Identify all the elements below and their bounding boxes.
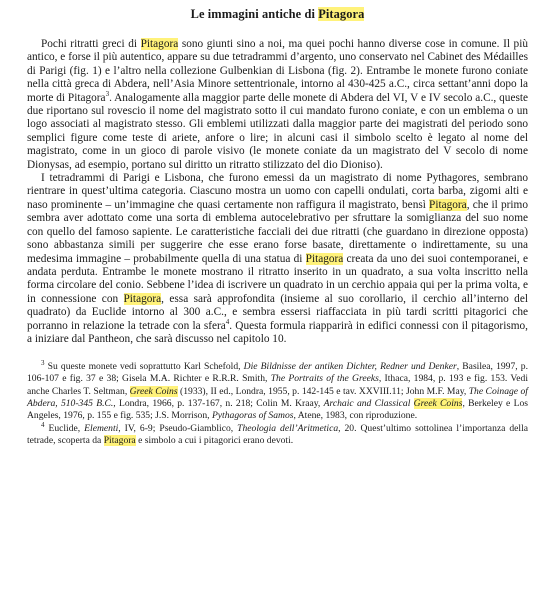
paragraph-1 <box>27 38 528 172</box>
footnote-marker: 4 <box>41 420 45 429</box>
footnote-3 <box>27 361 528 421</box>
text-run: . Questa formula riapparirà in edifici connessi con il pitagorismo, a iniziare dal Pantheon, che sarà discusso nel capitolo 10. <box>27 319 528 345</box>
paragraph-2 <box>27 172 528 346</box>
text-run: Pochi ritratti greci di <box>41 38 141 50</box>
text-run: , Londra, 1966, p. 137-167, n. 218; Colin M. Kraay, <box>113 397 324 409</box>
footnote-marker: 4 <box>225 317 230 326</box>
footnote-marker: 3 <box>41 359 45 368</box>
text-run: creata da uno dei suoi contemporanei, e andata perduta. Entrambe le monete mostrano il ritratto inserito in un quadrato, a sua volta inscritto nella forma circolare del conio. Sebbene l’idea di iscrivere un quadrato in un cerchio appaia qui per la prima volta, e in connessione con <box>27 252 528 305</box>
text-run: , IV, 6-9; Pseudo-Giamblico, <box>118 422 238 434</box>
body-text <box>27 38 528 346</box>
italic-title: Pythagoras of Samos <box>211 409 294 421</box>
italic-title: Elementi <box>84 422 119 434</box>
title-highlight: Pitagora <box>318 7 365 21</box>
text-run: , che il primo sembra aver adottato come una sorta di emblema autocelebrativo per sfruttare la somiglianza del suo nome con quello del famoso sapiente. Le caratteristiche facciali dei due ritratti (che guardano in direzione opposta) sono abbastanza simili per suggerire che esse erano forse basate, direttamente o indirettamente, su una medesima immagine – probabilmente quella di una statua di <box>27 198 528 265</box>
highlighted-term: Pitagora <box>429 198 467 211</box>
text-run: Euclide, <box>44 422 85 434</box>
italic-title: Archaic and Classical <box>323 397 414 409</box>
text-run: Su queste monete vedi soprattutto Karl Schefold, <box>44 361 244 373</box>
footnote-4 <box>27 420 529 447</box>
text-run: I tetradrammi di Parigi e Lisbona, che furono emessi da un magistrato di nome Pythagores, sembrano rientrare in quest’ultima categoria. Ciascuno mostra un uomo con capelli ondulati, corta barba, zigomi alti e naso prominente – un’immagine che quasi certamente non raffigura il magistrato, bensì <box>27 172 528 211</box>
highlighted-term: Pitagora <box>103 434 136 446</box>
italic-title: The Portraits of the Greeks <box>270 373 379 385</box>
italic-title: Theologia dell’Aritmetica <box>237 422 339 434</box>
footnote-marker: 3 <box>105 89 110 98</box>
italic-title: The Coinage of Abdera, 510-345 B.C. <box>27 385 528 409</box>
text-run: sono giunti sino a noi, ma quei pochi hanno diverse cose in comune. Il più antico, e forse il più autentico, appare su due tetradrammi d’argento, uno conservato nel Cabinet des Médailles di Parigi (fig. 1) e l’altro nella collezione Gulbenkian di Lisbona (fig. 2). Entrambe le monete furono coniate nella città greca di Abdera, nell’Asia Minore settentrionale, intorno al 430-425 a.C., circa settant’anni dopo la morte di Pitagora <box>27 38 528 104</box>
highlighted-term: Pitagora <box>305 252 344 265</box>
text-run: , essa sarà approfondita (insieme al suo corollario, il cerchio all’interno del quadrato) da Euclide intorno al 300 a.C., e sembra essersi riaffacciata in più tardi scritti pitagorici che porranno in relazione la tetrade con la sfera <box>27 292 528 332</box>
text-run: , Ithaca, 1984, p. 193 e fig. 153. Vedi anche Charles T. Seltman, <box>27 373 528 397</box>
text-run: , Basilea, 1997, p. 106-107 e fig. 37 e 38; Gisela M.A. Richter e R.R.R. Smith, <box>27 361 528 385</box>
highlighted-term: Greek Coins <box>413 397 463 409</box>
highlighted-term: Pitagora <box>140 38 179 50</box>
footnotes <box>27 361 528 447</box>
italic-title: Die Bildnisse der antiken Dichter, Redner und Denker <box>243 361 457 373</box>
text-run: , 20. Quest’ultimo sottolinea l’importanza della tetrade, scoperta da <box>27 422 529 446</box>
text-run: , Atene, 1983, con riproduzione. <box>293 409 418 421</box>
text-run: e simbolo a cui i pitagorici erano devoti. <box>135 434 294 446</box>
highlighted-term: Pitagora <box>123 292 162 305</box>
highlighted-term: Greek Coins <box>129 385 178 397</box>
title-text: Le immagini antiche di <box>190 7 315 21</box>
text-run: , Berkeley e Los Angeles, 1976, p. 155 e fig. 535; J.S. Morrison, <box>27 397 529 421</box>
text-run: (1933), II ed., Londra, 1955, p. 142-145 e tav. XXVIII.11; John M.F. May, <box>177 385 469 397</box>
page-title <box>27 6 528 22</box>
text-run: . Analogamente alla maggior parte delle monete di Abdera del VI, V e IV secolo a.C., queste due riportano sul rovescio il nome del magistrato sotto il cui mandato furono coniate, e con un emblema o un logo associati al magistrato stesso. Gli emblemi utilizzati dalla maggior parte dei magistrati del periodo sono semplici figure come teste di ariete, anfore o lire; in alcuni casi il simbolo scelto è legato al nome del magistrato, come in un gioco di parole visivo (le monete coniate da un magistrato del V secolo di nome Dionysas, ad esempio, portano sul diritto un ritratto stilizzato del dio Dioniso). <box>27 91 529 171</box>
